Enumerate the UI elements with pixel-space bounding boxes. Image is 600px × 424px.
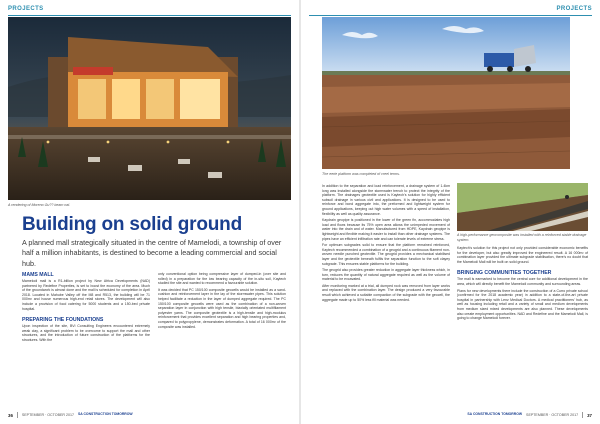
hero-caption: A rendering of Moreno Gu?? beam nal. [8,203,71,207]
photo1-caption: The eerie platform was completed of creel terms. [322,172,400,176]
footer-divider [582,412,583,418]
photo2-caption: A high-performance geocomposite was installed with a reinforced stable drainage system. [457,233,587,242]
left-column-2 [158,272,286,331]
footer-right [467,412,592,418]
right-column-2 [457,246,588,323]
paragraph: Mamelodi mall is a R1-billion project by New Africa Developments (NAD) partnered by Redefine Properties, is set to boost the economy of the area. Much of the groundwork is almost done and the mall is scheduled for completion in April 2018. Located in Mahube Valley off the M8 and R513, the building will be 71 000m² and house numerous high-end retail stores. The development will also include a provision of food catering for 5000 students and a 150-bed private hospital. [22,279,150,311]
paragraph: In addition to the separation and load reinforcement, a drainage system of 1.4km long was installed alongside the stormwater trench to protect the integrity of the platform. The drainages geotextile used is Kaytech's solution for highly efficient subsoil drainage in various civil and applications. It is designed to be used to reinforce and bond aggregate into, the preformed and lightweight system for ground applications, keeping out high water volumes with a speed of installation, flexibility as well as quality assurance. [322,184,450,216]
footer-divider [17,412,18,418]
heading-mams-mall: MAMS MALL [22,272,54,278]
page-number: 37 [587,412,592,418]
drainage-photo [457,183,588,231]
magazine-logo: SA CONSTRUCTION TOMORROW [467,412,523,417]
page-gutter [299,0,301,424]
paragraph: Kaydrain geopipe is positioned in the lower of the green fin, accommodates high load and flows because its 75% open area allows the unimpeded movement of water into the drain and of water. Manufactured from HDPE, Kaydrain geopipe is lightweight and flexible making it easier to install than other drainage systems. The pipes have an efficient infiltration rate and can tolerate levels of extreme stress. [322,218,450,241]
heading-preparing-foundations: PREPARING THE FOUNDATIONS [22,317,104,324]
section-tag-right: PROJECTS [556,6,592,12]
paragraph: The geogrid also provides greater reduction in aggregate layer thickness which, in turn, reduces the quantity of natural aggregate required as well as the volume of material to be excavated. [322,268,450,282]
paragraph: After monitoring marked at a trial, all dumped rock was removed from layer works and replaced with the combination layer. The design produced a very favourable result which achieved a suitable compaction of the subgrade with the geocell, the aggregate made up to 50% less fill material was needed. [322,283,450,302]
issue-date: SEPTEMBER · OCTOBER 2017 [21,413,74,417]
right-column-1 [322,184,450,304]
paragraph: Plans for new developments there include the construction of a Curro private school (confirmed for the 2018 academic year) in addition to a state-of-the-art private hospital in partnership with Lenz Medical Doctors. A medical practitioners' hub, as well as housing including retail and a variety of small and medium developments from medium sized mixed developments are also planned. These developments also create employment opportunities. NAD and Redefine and the Mamelodi Mall, is going to change Mamelodi forever. [457,288,588,321]
article-headline: Building on solid ground [22,214,242,235]
paragraph: Upon inspection of the site, BVi Consulting Engineers encountered extremely weak clay, a significant problem to be overcome to support the mall and other structures, and the introduction of future construction of the platforms for the structures. With the [22,324,150,342]
footer-left [8,412,133,418]
paragraph: The mall is earmarked to become the central core for additional development in the area, which will directly benefit the Mamelodi community and surrounding areas. [457,277,588,286]
paragraph: Kaytech's solution for this project not only provided considerable economic benefits for the developer, but also greatly improved the engineered result. A 16 000m² of combination layer provided the ultimate subgrade stabilisation, there's no doubt that the Mamelodi Mall will be built on solid ground. [457,246,588,264]
issue-date: SEPTEMBER · OCTOBER 2017 [526,413,579,417]
section-rule-right [309,15,592,16]
left-column-1 [22,272,150,345]
article-standfirst: A planned mall strategically situated in the centre of Mamelodi, a township of over half a million inhabitants, is destined to become a leading commercial and social hub. [22,238,282,268]
page-number: 36 [8,412,13,418]
site-platform-photo [322,17,570,169]
magazine-logo: SA CONSTRUCTION TOMORROW [77,412,133,417]
paragraph: only conventional option being compressive layer of dumped-in (over site and rolled) in a preparation for the low bearing capacity of the in-situ soil, Kaytech studied the site and wanted to recommend a favourable solution. [158,272,286,286]
section-rule-left [8,15,291,16]
heading-bringing-communities: BRINGING COMMUNITIES TOGETHER [457,270,552,277]
paragraph: It was decided that PC 150/100 composite geocells would be installed as a sand-cushion and reinforcement layer in the lay of the stormwater pipes. This solution helped facilitate a reduction in the layer of dumped aggregate required. The PC 150/100 composite geocells were used as the combination of a non-woven separation layer in conjunction with high tensile, biaxially orientated multifilament polyester yarns. The composite geotextile is a high-tensile and high-modulus reinforcement that provides excellent separation and high bearing properties and, compared to polypropylene, demonstrates deformation. A total of 16 000m² of the composite was installed. [158,287,286,329]
section-tag-left: PROJECTS [8,6,44,12]
hero-mall-rendering [8,17,291,200]
paragraph: For optimum subgrades solid to ensure that the platform remained reinforced, Kaytech recommended a combination of a geogrid and a continuous filament non-woven needle punched geotextile. The geogrid provides a mechanical stabilised layer and the geotextile beneath fulfils the separation function to the soft clayey subgrade. This ensures stable platforms for the building. [322,243,450,266]
